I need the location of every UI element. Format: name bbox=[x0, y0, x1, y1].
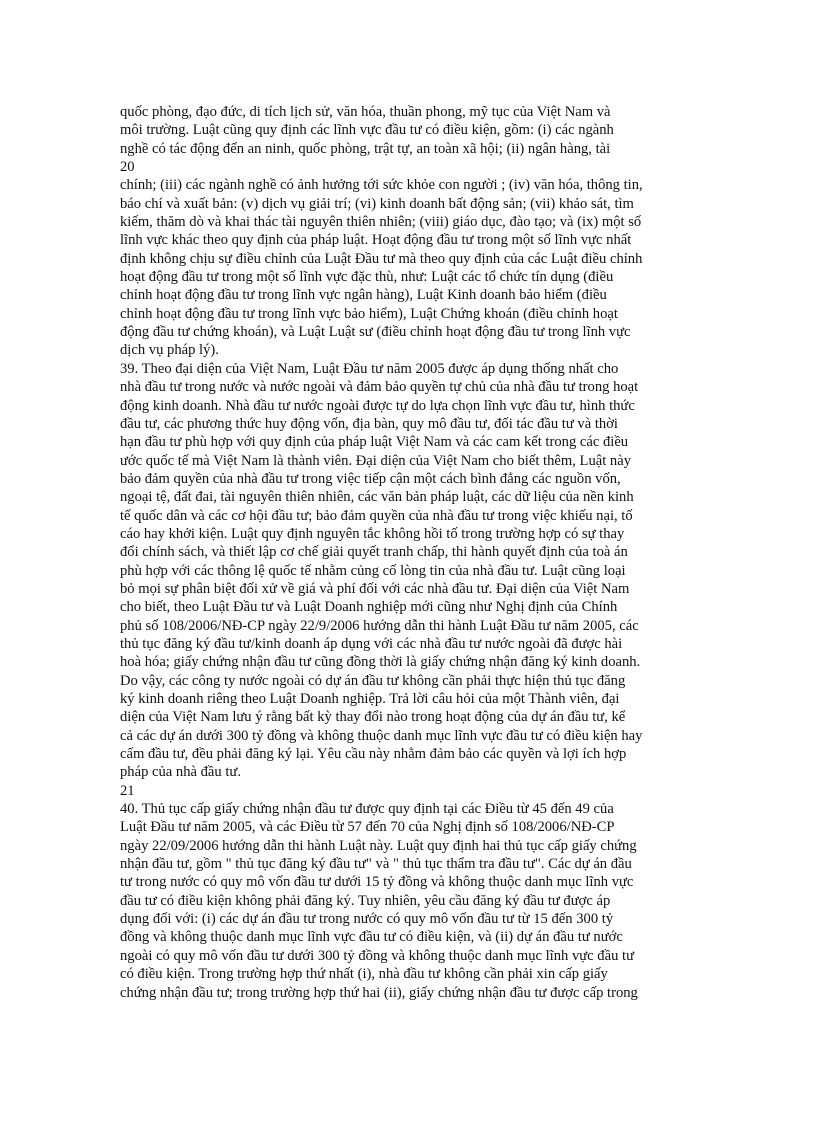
text-line: chứng nhận đầu tư; trong trường hợp thứ hai (ii), giấy chứng nhận đầu tư được cấp trong bbox=[120, 984, 638, 1001]
text-line: cả các dự án dưới 300 tỷ đồng và không thuộc danh mục lĩnh vực đầu tư có điều kiện hay bbox=[120, 727, 643, 744]
text-line: cho biết, theo Luật Đầu tư và Luật Doanh nghiệp mới cũng như Nghị định của Chính bbox=[120, 599, 618, 616]
text-line: đầu tư, các phương thức huy động vốn, địa bàn, quy mô đầu tư, đối tác đầu tư và thời bbox=[120, 415, 618, 432]
text-line: ngoại tệ, đất đai, tài nguyên thiên nhiên, các văn bản pháp luật, các dữ liệu của nền kinh bbox=[120, 489, 634, 506]
text-line: nhận đầu tư, gồm " thủ tục đăng ký đầu tư" và " thủ tục thẩm tra đầu tư". Các dự án đầu bbox=[120, 856, 632, 873]
text-line: đổi chính sách, và thiết lập cơ chế giải quyết tranh chấp, thi hành quyết định của toà án bbox=[120, 544, 628, 561]
text-line: kiếm, thăm dò và khai thác tài nguyên thiên nhiên; (viii) giáo dục, đào tạo; và (ix) một số bbox=[120, 214, 642, 231]
text-line: cáo hay khởi kiện. Luật quy định nguyên tắc không hồi tố trong trường hợp có sự thay bbox=[120, 525, 625, 542]
text-line: ngày 22/09/2006 hướng dẫn thi hành Luật này. Luật quy định hai thủ tục cấp giấy chứng bbox=[120, 837, 637, 854]
text-line: nghề có tác động đến an ninh, quốc phòng, trật tự, an toàn xã hội; (ii) ngân hàng, tài bbox=[120, 140, 611, 157]
text-line: Luật Đầu tư năm 2005, và các Điều từ 57 đến 70 của Nghị định số 108/2006/NĐ-CP bbox=[120, 819, 615, 836]
page-number: 21 bbox=[120, 782, 135, 799]
text-line: tế quốc dân và các cơ hội đầu tư; bảo đảm quyền của nhà đầu tư trong việc khiếu nại, tố bbox=[120, 507, 633, 524]
text-line: diện của Việt Nam lưu ý rằng bất kỳ thay đổi nào trong hoạt động của dự án đầu tư, kể bbox=[120, 709, 626, 726]
text-line: môi trường. Luật cũng quy định các lĩnh vực đầu tư có điều kiện, gồm: (i) các ngành bbox=[120, 122, 614, 139]
text-line: ký kinh doanh riêng theo Luật Doanh nghiệp. Trả lời câu hỏi của một Thành viên, đại bbox=[120, 691, 620, 707]
text-line: dụng đối với: (i) các dự án đầu tư trong nước có quy mô vốn đầu tư từ 15 đến 300 tỷ bbox=[120, 911, 614, 928]
text-line: ước quốc tế mà Việt Nam là thành viên. Đại diện của Việt Nam cho biết thêm, Luật này bbox=[120, 452, 631, 469]
text-line: chỉnh hoạt động đầu tư trong lĩnh vực ngân hàng), Luật Kinh doanh bảo hiểm (điều bbox=[120, 287, 607, 304]
text-line: thủ tục đăng ký đầu tư/kinh doanh áp dụng với các nhà đầu tư nước ngoài đã được hài bbox=[120, 635, 623, 652]
text-line: Do vậy, các công ty nước ngoài có dự án đầu tư không cần phải thực hiện thủ tục đăng bbox=[120, 672, 626, 689]
text-line: đồng và không thuộc danh mục lĩnh vực đầu tư có điều kiện, và (ii) dự án đầu tư nước bbox=[120, 929, 623, 946]
text-line: hoà hóa; giấy chứng nhận đầu tư cũng đồng thời là giấy chứng nhận đăng ký kinh doanh. bbox=[120, 654, 641, 671]
document-page bbox=[120, 103, 680, 1002]
text-line: bảo đảm quyền của nhà đầu tư trong việc tiếp cận một cách bình đẳng các nguồn vốn, bbox=[120, 470, 621, 487]
text-line: quốc phòng, đạo đức, di tích lịch sử, văn hóa, thuần phong, mỹ tục của Việt Nam và bbox=[120, 104, 611, 120]
page-number: 20 bbox=[120, 159, 135, 176]
text-line: bỏ mọi sự phân biệt đối xử về giá và phí đối với các nhà đầu tư. Đại diện của Việt Nam bbox=[120, 580, 630, 597]
text-line: lĩnh vực khác theo quy định của pháp luật. Hoạt động đầu tư trong một số lĩnh vực nhất bbox=[120, 232, 632, 249]
text-line: định không chịu sự điều chỉnh của Luật Đầu tư mà theo quy định của các Luật điều chỉnh bbox=[120, 250, 643, 267]
text-line: pháp của nhà đầu tư. bbox=[120, 764, 241, 781]
text-line: tư trong nước có quy mô vốn đầu tư dưới 15 tỷ đồng và không thuộc danh mục lĩnh vực bbox=[120, 874, 634, 891]
text-line: 40. Thủ tục cấp giấy chứng nhận đầu tư được quy định tại các Điều từ 45 đến 49 của bbox=[120, 801, 614, 818]
text-line: động đầu tư chứng khoán), và Luật Luật sư (điều chỉnh hoạt động đầu tư trong lĩnh vực bbox=[120, 324, 631, 341]
text-line: cấm đầu tư, đều phải đăng ký lại. Yêu cầu này nhằm đảm bảo các quyền và lợi ích hợp bbox=[120, 746, 627, 763]
text-line: nhà đầu tư trong nước và nước ngoài và đảm bảo quyền tự chủ của nhà đầu tư trong hoạt bbox=[120, 379, 639, 396]
text-line: chính; (iii) các ngành nghề có ảnh hưởng tới sức khỏe con người ; (iv) văn hóa, thông tin, bbox=[120, 177, 643, 194]
text-line: chỉnh hoạt động đầu tư trong lĩnh vực bảo hiểm), Luật Chứng khoán (điều chỉnh hoạt bbox=[120, 305, 618, 322]
text-line: động kinh doanh. Nhà đầu tư nước ngoài được tự do lựa chọn lĩnh vực đầu tư, hình thức bbox=[120, 397, 635, 414]
text-line: báo chí và xuất bản: (v) dịch vụ giải trí; (vi) kinh doanh bất động sản; (vii) khảo sát, tìm bbox=[120, 195, 634, 212]
text-line: có điều kiện. Trong trường hợp thứ nhất (i), nhà đầu tư không cần phải xin cấp giấy bbox=[120, 966, 608, 983]
text-line: hoạt động đầu tư trong một số lĩnh vực đặc thù, như: Luật các tổ chức tín dụng (điều bbox=[120, 269, 614, 286]
text-line: dịch vụ pháp lý). bbox=[120, 342, 219, 359]
text-line: đầu tư có điều kiện không phải đăng ký. Tuy nhiên, yêu cầu đăng ký đầu tư được áp bbox=[120, 892, 611, 909]
text-line: 39. Theo đại diện của Việt Nam, Luật Đầu tư năm 2005 được áp dụng thống nhất cho bbox=[120, 360, 619, 377]
text-line: phù hợp với các thông lệ quốc tế nhằm củng cố lòng tin của nhà đầu tư. Luật cũng loại bbox=[120, 562, 626, 579]
text-line: ngoài có quy mô vốn đầu tư dưới 300 tỷ đồng và không thuộc danh mục lĩnh vực đầu tư bbox=[120, 947, 634, 964]
text-line: hạn đầu tư phù hợp với quy định của pháp luật Việt Nam và các cam kết trong các điều bbox=[120, 434, 629, 451]
text-line: phủ số 108/2006/NĐ-CP ngày 22/9/2006 hướng dẫn thi hành Luật Đầu tư năm 2005, các bbox=[120, 617, 639, 634]
